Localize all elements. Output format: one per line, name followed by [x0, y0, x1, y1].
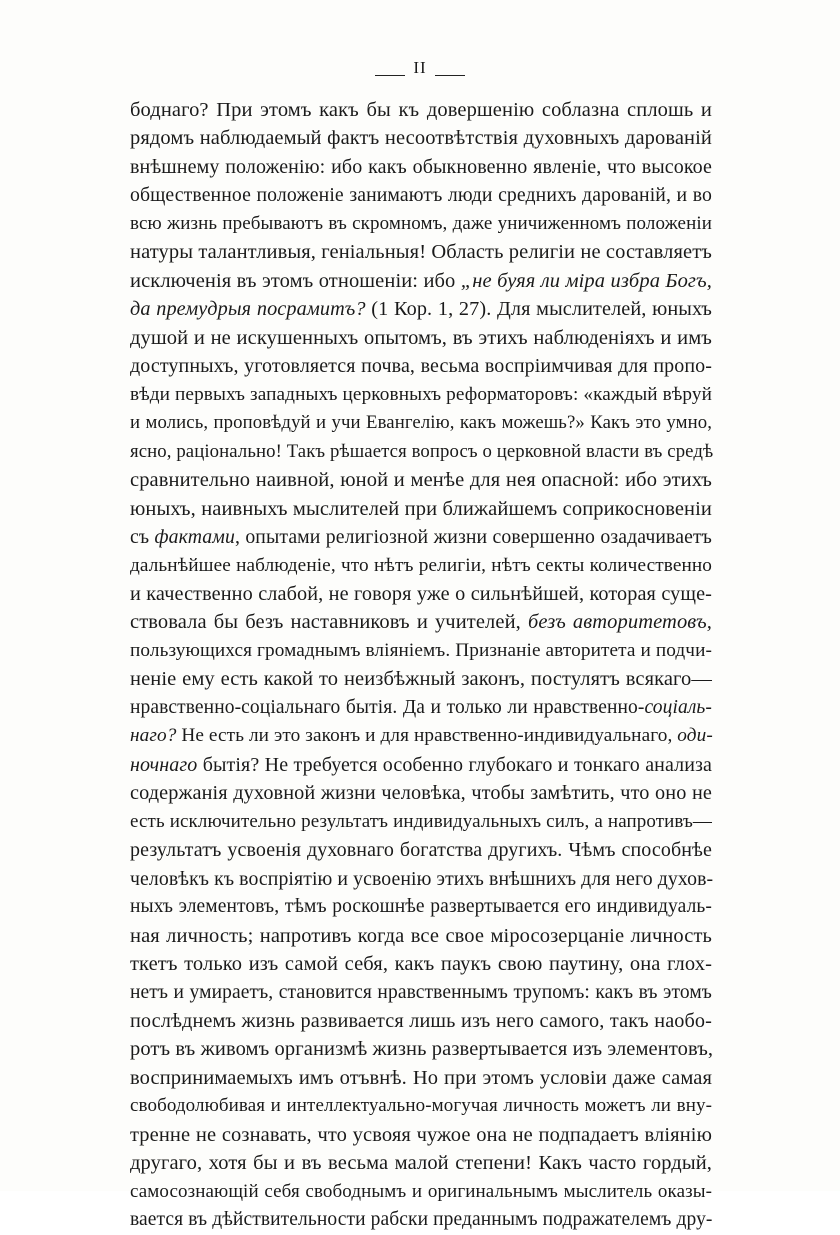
text-line	[130, 637, 712, 665]
header-rule-left	[375, 75, 405, 76]
text-line	[130, 779, 712, 807]
text-line	[130, 1092, 712, 1120]
text-segment: (1 Кор. 1, 27). Для мыслителей, юныхъ	[365, 298, 712, 321]
text-line	[130, 922, 712, 950]
text-segment: ная личность; напротивъ когда все свое міросозерцаніе личность	[130, 924, 712, 947]
text-line	[130, 694, 712, 722]
text-line	[130, 523, 712, 551]
text-line	[130, 267, 712, 295]
text-segment: человѣкъ къ воспріятію и усвоенію этихъ внѣшнихъ для него духов-	[130, 867, 714, 890]
text-line	[130, 153, 712, 181]
text-segment: , опытами религіозной жизни совершенно озадачиваетъ	[234, 526, 712, 549]
text-segment: ныхъ элементовъ, тѣмъ роскошнѣе развертывается его индивидуаль-	[130, 896, 712, 918]
text-line	[130, 352, 712, 380]
text-segment: рядомъ наблюдаемый фактъ несоотвѣтствія духовныхъ дарованій	[130, 127, 712, 150]
text-segment: нетъ и умираетъ, становится нравственнымъ трупомъ: какъ въ этомъ	[130, 981, 712, 1003]
text-segment: воспринимаемыхъ имъ отъвнѣ. Но при этомъ условіи даже самая	[130, 1066, 712, 1089]
text-line	[130, 438, 712, 466]
page-header	[0, 58, 840, 78]
text-segment: тренне не сознавать, что усвояя чужое она не подпадаетъ вліянію	[130, 1123, 712, 1146]
page-number: II	[413, 58, 427, 77]
text-segment: нравственно-соціальнаго бытія. Да и только ли нравственно-	[130, 696, 645, 718]
text-line	[130, 96, 712, 124]
text-segment: боднаго? При этомъ какъ бы къ довершенію соблазна сплошь и	[130, 99, 712, 121]
text-segment: ротъ въ живомъ организмѣ жизнь развертывается изъ элементовъ,	[130, 1038, 714, 1061]
text-line	[130, 210, 712, 238]
text-segment: натуры талантливыя, геніальныя! Область религіи не составляетъ	[130, 241, 712, 264]
text-segment: сравнительно наивной, юной и менѣе для нея опасной: ибо этихъ	[130, 469, 712, 492]
text-line	[130, 409, 712, 437]
text-line	[130, 836, 712, 864]
text-segment: неніе ему есть какой то неизбѣжный законъ, постулятъ всякаго—	[130, 668, 712, 691]
text-line	[130, 1064, 712, 1092]
text-line	[130, 1149, 712, 1177]
italic-text-segment: оди-	[677, 725, 713, 747]
text-segment: бытія? Не требуется особенно глубокаго и тонкаго анализа	[197, 753, 712, 776]
text-segment: съ	[130, 526, 155, 549]
text-line	[130, 124, 712, 152]
text-line	[130, 552, 712, 580]
text-line	[130, 1121, 712, 1149]
text-segment: ясно, раціонально! Такъ рѣшается вопросъ о церковной власти въ средѣ	[130, 440, 714, 462]
text-segment: ткетъ только изъ самой себя, какъ паукъ свою паутину, она глох-	[130, 953, 712, 976]
text-segment: доступныхъ, уготовляется почва, весьма воспріимчивая для пропо-	[130, 355, 712, 378]
text-segment: всю жизнь пребываютъ въ скромномъ, даже уничиженномъ положеніи	[130, 212, 712, 234]
text-line	[130, 580, 712, 608]
italic-text-segment: соціаль-	[644, 696, 712, 718]
text-segment: пользующихся громаднымъ вліяніемъ. Признаніе авторитета и подчи-	[130, 639, 712, 661]
text-segment: вается въ дѣйствительности рабски преданнымъ подражателемъ дру-	[130, 1209, 713, 1231]
text-segment: исключенія въ этомъ отношеніи: ибо	[130, 269, 461, 292]
italic-text-segment: ночнаго	[130, 753, 198, 776]
text-segment: свободолюбивая и интеллектуально-могучая личность можетъ ли вну-	[130, 1095, 712, 1117]
text-segment: и качественно слабой, не говоря уже о сильнѣйшей, которая суще-	[130, 582, 712, 605]
text-segment: Не есть ли это законъ и для нравственно-индивидуальнаго,	[176, 725, 678, 747]
text-segment: самосознающій себя свободнымъ и оригинальнымъ мыслитель оказы-	[130, 1180, 712, 1202]
header-rule-right	[435, 75, 465, 76]
italic-text-segment: наго?	[130, 725, 177, 747]
text-line	[130, 893, 712, 921]
italic-text-segment: да премудрыя посрамитъ?	[130, 298, 366, 321]
italic-text-segment: безъ авторитетовъ,	[527, 611, 712, 634]
text-segment: вѣди первыхъ западныхъ церковныхъ реформаторовъ: «каждый вѣруй	[130, 383, 712, 405]
text-line	[130, 950, 712, 978]
text-line	[130, 1007, 712, 1035]
text-segment: внѣшнему положенію: ибо какъ обыкновенно явленіе, что высокое	[130, 155, 712, 178]
text-line	[130, 608, 712, 636]
text-line	[130, 751, 712, 779]
text-line	[130, 495, 712, 523]
text-segment: есть исключительно результатъ индивидуальныхъ силъ, а напротивъ—	[130, 810, 712, 832]
text-line	[130, 1035, 712, 1063]
text-line	[130, 295, 712, 323]
text-segment: другаго, хотя бы и въ весьма малой степени! Какъ часто гордый,	[130, 1152, 712, 1175]
text-line	[130, 865, 712, 893]
text-segment: дальнѣйшее наблюденіе, что нѣтъ религіи, нѣтъ секты количественно	[130, 554, 712, 576]
text-line	[130, 979, 712, 1007]
text-segment: результатъ усвоенія духовнаго богатства другихъ. Чѣмъ способнѣе	[130, 839, 712, 862]
text-line	[130, 722, 712, 750]
text-line	[130, 665, 712, 693]
text-line	[130, 238, 712, 266]
text-line	[130, 181, 712, 209]
text-segment: ствовала бы безъ наставниковъ и учителей,	[130, 611, 528, 634]
italic-text-segment: „не буяя ли міра избра Богъ,	[460, 269, 712, 292]
text-segment: общественное положеніе занимаютъ люди среднихъ дарованій, и во	[130, 184, 712, 207]
text-segment: послѣднемъ жизнь развивается лишь изъ него самого, такъ наобо-	[130, 1010, 712, 1032]
body-text	[130, 96, 712, 1235]
text-segment: содержанія духовной жизни человѣка, чтобы замѣтить, что оно не	[130, 782, 712, 805]
text-line	[130, 808, 712, 836]
text-line	[130, 381, 712, 409]
italic-text-segment: фактами	[154, 526, 235, 549]
text-line	[130, 324, 712, 352]
text-line	[130, 1206, 712, 1234]
text-line	[130, 466, 712, 494]
text-line	[130, 1178, 712, 1206]
text-segment: душой и не искушенныхъ опытомъ, въ этихъ наблюденіяхъ и имъ	[130, 326, 712, 349]
text-segment: юныхъ, наивныхъ мыслителей при ближайшемъ соприкосновеніи	[130, 497, 712, 520]
text-segment: и молись, проповѣдуй и учи Евангелію, какъ можешь?» Какъ это умно,	[130, 412, 712, 434]
